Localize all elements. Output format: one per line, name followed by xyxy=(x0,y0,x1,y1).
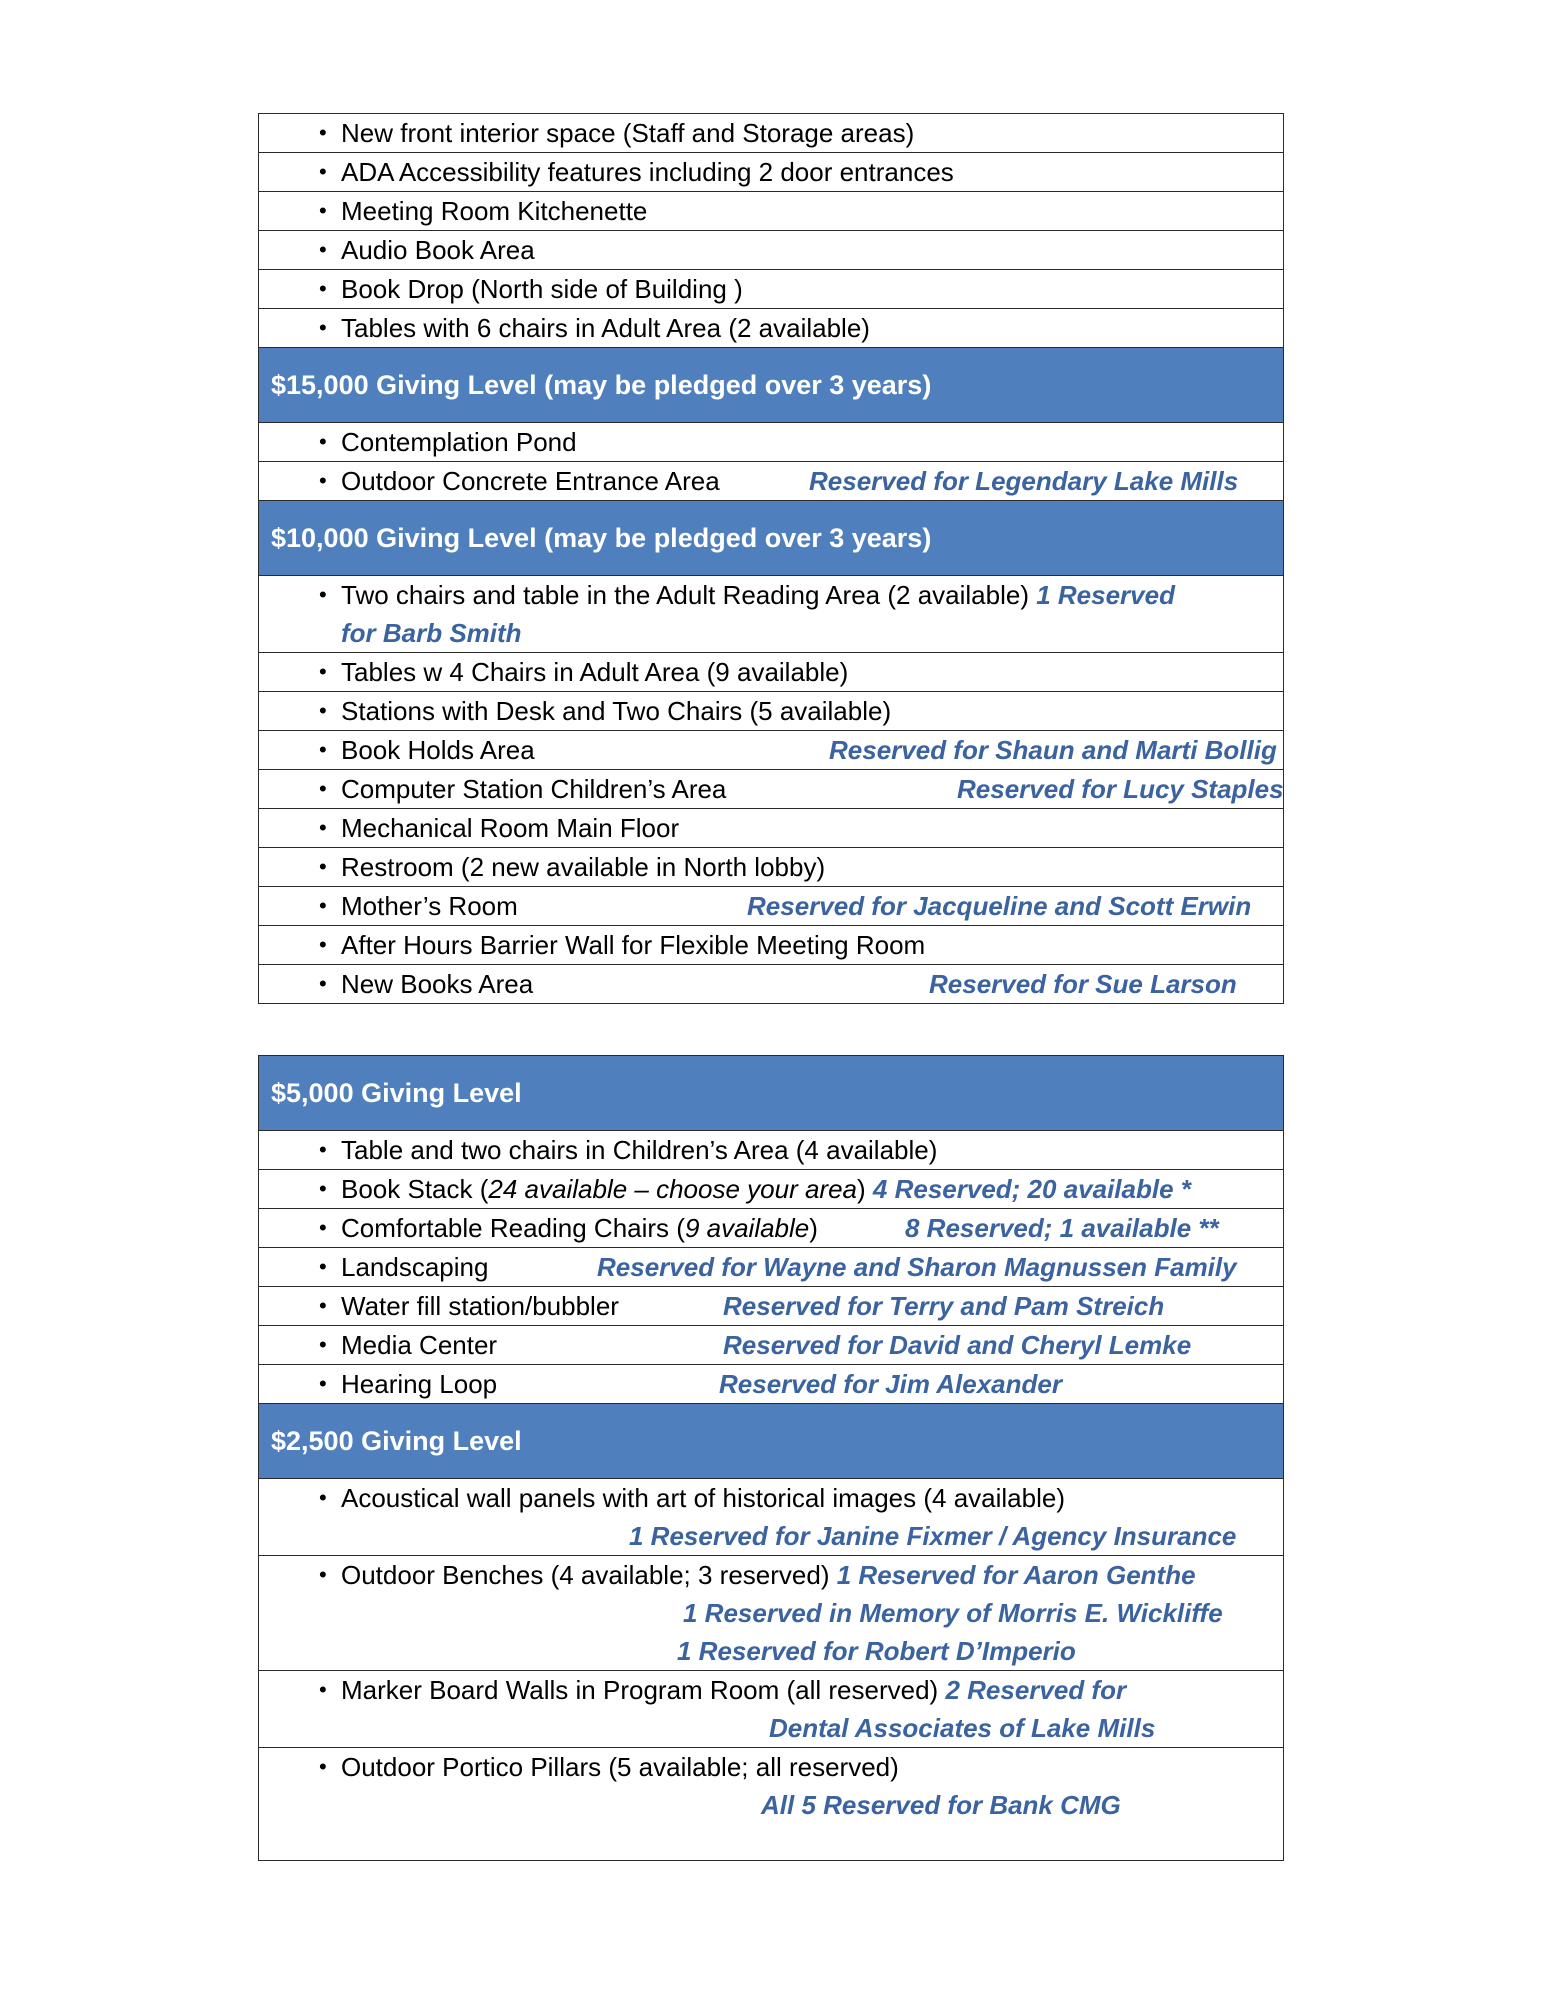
list-item xyxy=(259,153,1283,191)
item-text-italic: 24 available – choose your area xyxy=(488,1174,857,1204)
item-text: Media Center xyxy=(341,1330,498,1360)
list-item xyxy=(259,1671,1283,1709)
table-row xyxy=(259,1671,1284,1748)
reserved-note: Reserved for Jim Alexander xyxy=(719,1369,1062,1399)
bullet-icon: • xyxy=(319,815,327,840)
table-row xyxy=(259,153,1284,192)
table-row xyxy=(259,1287,1284,1326)
item-text: Audio Book Area xyxy=(341,235,535,265)
giving-table-2 xyxy=(258,1055,1284,1861)
table-row xyxy=(259,309,1284,348)
item-text: Hearing Loop xyxy=(341,1369,498,1399)
reserved-note: All 5 Reserved for Bank CMG xyxy=(761,1790,1121,1820)
table-row xyxy=(259,423,1284,462)
bullet-icon: • xyxy=(319,971,327,996)
level-header-2500 xyxy=(259,1404,1284,1479)
list-item xyxy=(259,1748,1283,1786)
list-item xyxy=(259,1131,1283,1169)
reserved-note: Reserved for Sue Larson xyxy=(929,969,1237,999)
bullet-icon: • xyxy=(319,659,327,684)
reserved-note: 1 Reserved xyxy=(1036,580,1175,610)
table-row xyxy=(259,231,1284,270)
item-text: Tables w 4 Chairs in Adult Area (9 available) xyxy=(341,657,849,687)
list-item xyxy=(259,192,1283,230)
table-row xyxy=(259,1326,1284,1365)
level-header-text: $2,500 Giving Level xyxy=(259,1404,1284,1479)
bullet-icon: • xyxy=(319,1677,327,1702)
list-item xyxy=(259,887,1283,925)
item-text-italic: 9 available xyxy=(684,1213,810,1243)
table-row xyxy=(259,1170,1284,1209)
level-header-text: $5,000 Giving Level xyxy=(259,1056,1284,1131)
level-header-15000 xyxy=(259,348,1284,423)
level-header-text: $15,000 Giving Level (may be pledged over 3 years) xyxy=(259,348,1284,423)
item-text: Table and two chairs in Children’s Area (4 available) xyxy=(341,1135,938,1165)
table-row xyxy=(259,576,1284,653)
list-item xyxy=(259,270,1283,308)
reserved-note: Reserved for David and Cheryl Lemke xyxy=(723,1330,1192,1360)
list-item xyxy=(259,1170,1283,1208)
table-row xyxy=(259,1248,1284,1287)
reserved-note: 1 Reserved for Janine Fixmer / Agency Insurance xyxy=(629,1521,1237,1551)
list-item xyxy=(259,1287,1283,1325)
bullet-icon: • xyxy=(319,237,327,262)
bullet-icon: • xyxy=(319,429,327,454)
reserved-note-cont: for Barb Smith xyxy=(341,618,522,648)
item-text: Landscaping xyxy=(341,1252,489,1282)
bullet-icon: • xyxy=(319,1485,327,1510)
table-row xyxy=(259,1479,1284,1556)
reserved-note: 1 Reserved in Memory of Morris E. Wickliffe xyxy=(683,1598,1223,1628)
table-row xyxy=(259,692,1284,731)
item-text: New front interior space (Staff and Storage areas) xyxy=(341,118,915,148)
bullet-icon: • xyxy=(319,1371,327,1396)
bullet-icon: • xyxy=(319,1332,327,1357)
item-text: Contemplation Pond xyxy=(341,427,577,457)
reserved-note: 4 Reserved; 20 available * xyxy=(872,1174,1191,1204)
table-row xyxy=(259,1748,1284,1861)
bullet-icon: • xyxy=(319,159,327,184)
bullet-icon: • xyxy=(319,737,327,762)
list-item xyxy=(259,423,1283,461)
reserved-note: 1 Reserved for Aaron Genthe xyxy=(836,1560,1196,1590)
item-text: Tables with 6 chairs in Adult Area (2 available) xyxy=(341,313,870,343)
reserved-note: Dental Associates of Lake Mills xyxy=(769,1713,1156,1743)
level-header-text: $10,000 Giving Level (may be pledged over 3 years) xyxy=(259,501,1284,576)
reserved-note: Reserved for Shaun and Marti Bollig xyxy=(829,735,1277,765)
reserved-note: Reserved for Terry and Pam Streich xyxy=(723,1291,1165,1321)
level-header-5000 xyxy=(259,1056,1284,1131)
item-text: Computer Station Children’s Area xyxy=(341,774,727,804)
item-text: ADA Accessibility features including 2 door entrances xyxy=(341,157,954,187)
item-text: Book Drop (North side of Building ) xyxy=(341,274,743,304)
item-text: Two chairs and table in the Adult Reading Area (2 available) xyxy=(341,580,1029,610)
reserved-note: 1 Reserved for Robert D’Imperio xyxy=(677,1636,1076,1666)
bullet-icon: • xyxy=(319,698,327,723)
list-item xyxy=(259,231,1283,269)
bullet-icon: • xyxy=(319,1215,327,1240)
item-text: New Books Area xyxy=(341,969,534,999)
bullet-icon: • xyxy=(319,468,327,493)
bullet-icon: • xyxy=(319,1254,327,1279)
table-row xyxy=(259,114,1284,153)
bullet-icon: • xyxy=(319,315,327,340)
list-item xyxy=(259,114,1283,152)
table-row xyxy=(259,653,1284,692)
table-row xyxy=(259,731,1284,770)
item-text: Meeting Room Kitchenette xyxy=(341,196,648,226)
table-row xyxy=(259,192,1284,231)
list-item xyxy=(259,965,1283,1003)
table-row xyxy=(259,270,1284,309)
list-item xyxy=(259,926,1283,964)
bullet-icon: • xyxy=(319,276,327,301)
list-item xyxy=(259,1248,1283,1286)
bullet-icon: • xyxy=(319,1562,327,1587)
bullet-icon: • xyxy=(319,776,327,801)
item-text: Restroom (2 new available in North lobby) xyxy=(341,852,826,882)
bullet-icon: • xyxy=(319,1293,327,1318)
reserved-note: 8 Reserved; 1 available ** xyxy=(905,1213,1219,1243)
giving-table-1 xyxy=(258,113,1284,1004)
list-item xyxy=(259,1326,1283,1364)
item-text: ) xyxy=(857,1174,866,1204)
list-item xyxy=(259,809,1283,847)
item-text: Water fill station/bubbler xyxy=(341,1291,619,1321)
reserved-note: Reserved for Legendary Lake Mills xyxy=(809,466,1239,496)
list-item xyxy=(259,653,1283,691)
bullet-icon: • xyxy=(319,854,327,879)
table-row xyxy=(259,965,1284,1004)
item-text: ) xyxy=(809,1213,818,1243)
list-item xyxy=(259,848,1283,886)
item-text: After Hours Barrier Wall for Flexible Meeting Room xyxy=(341,930,926,960)
table-row xyxy=(259,462,1284,501)
list-item xyxy=(259,770,1283,808)
item-text: Stations with Desk and Two Chairs (5 available) xyxy=(341,696,892,726)
bullet-icon: • xyxy=(319,1137,327,1162)
list-item xyxy=(259,692,1283,730)
reserved-note: 2 Reserved for xyxy=(945,1675,1127,1705)
list-item xyxy=(259,309,1283,347)
table-row xyxy=(259,887,1284,926)
table-row xyxy=(259,1209,1284,1248)
reserved-note: Reserved for Lucy Staples xyxy=(957,774,1284,804)
item-text: Outdoor Concrete Entrance Area xyxy=(341,466,720,496)
bullet-icon: • xyxy=(319,893,327,918)
item-text: Marker Board Walls in Program Room (all reserved) xyxy=(341,1675,939,1705)
list-item xyxy=(259,731,1283,769)
item-text: Mechanical Room Main Floor xyxy=(341,813,680,843)
table-row xyxy=(259,1131,1284,1170)
item-text: Mother’s Room xyxy=(341,891,518,921)
reserved-note: Reserved for Wayne and Sharon Magnussen Family xyxy=(597,1252,1237,1282)
list-item xyxy=(259,1479,1283,1517)
level-header-10000 xyxy=(259,501,1284,576)
item-text: Comfortable Reading Chairs ( xyxy=(341,1213,685,1243)
item-text: Book Holds Area xyxy=(341,735,535,765)
bullet-icon: • xyxy=(319,932,327,957)
bullet-icon: • xyxy=(319,198,327,223)
list-item xyxy=(259,1556,1283,1594)
item-text: Acoustical wall panels with art of historical images (4 available) xyxy=(341,1483,1065,1513)
list-item xyxy=(259,1209,1283,1247)
table-row xyxy=(259,809,1284,848)
table-row xyxy=(259,926,1284,965)
table-row xyxy=(259,1556,1284,1671)
list-item xyxy=(259,576,1283,614)
list-item xyxy=(259,462,1283,500)
item-text: Outdoor Portico Pillars (5 available; all reserved) xyxy=(341,1752,899,1782)
item-text: Outdoor Benches (4 available; 3 reserved) xyxy=(341,1560,830,1590)
table-row xyxy=(259,1365,1284,1404)
bullet-icon: • xyxy=(319,1176,327,1201)
item-text: Book Stack ( xyxy=(341,1174,489,1204)
table-row xyxy=(259,848,1284,887)
bullet-icon: • xyxy=(319,120,327,145)
bullet-icon: • xyxy=(319,1754,327,1779)
reserved-note: Reserved for Jacqueline and Scott Erwin xyxy=(747,891,1252,921)
list-item xyxy=(259,1365,1283,1403)
bullet-icon: • xyxy=(319,582,327,607)
table-row xyxy=(259,770,1284,809)
